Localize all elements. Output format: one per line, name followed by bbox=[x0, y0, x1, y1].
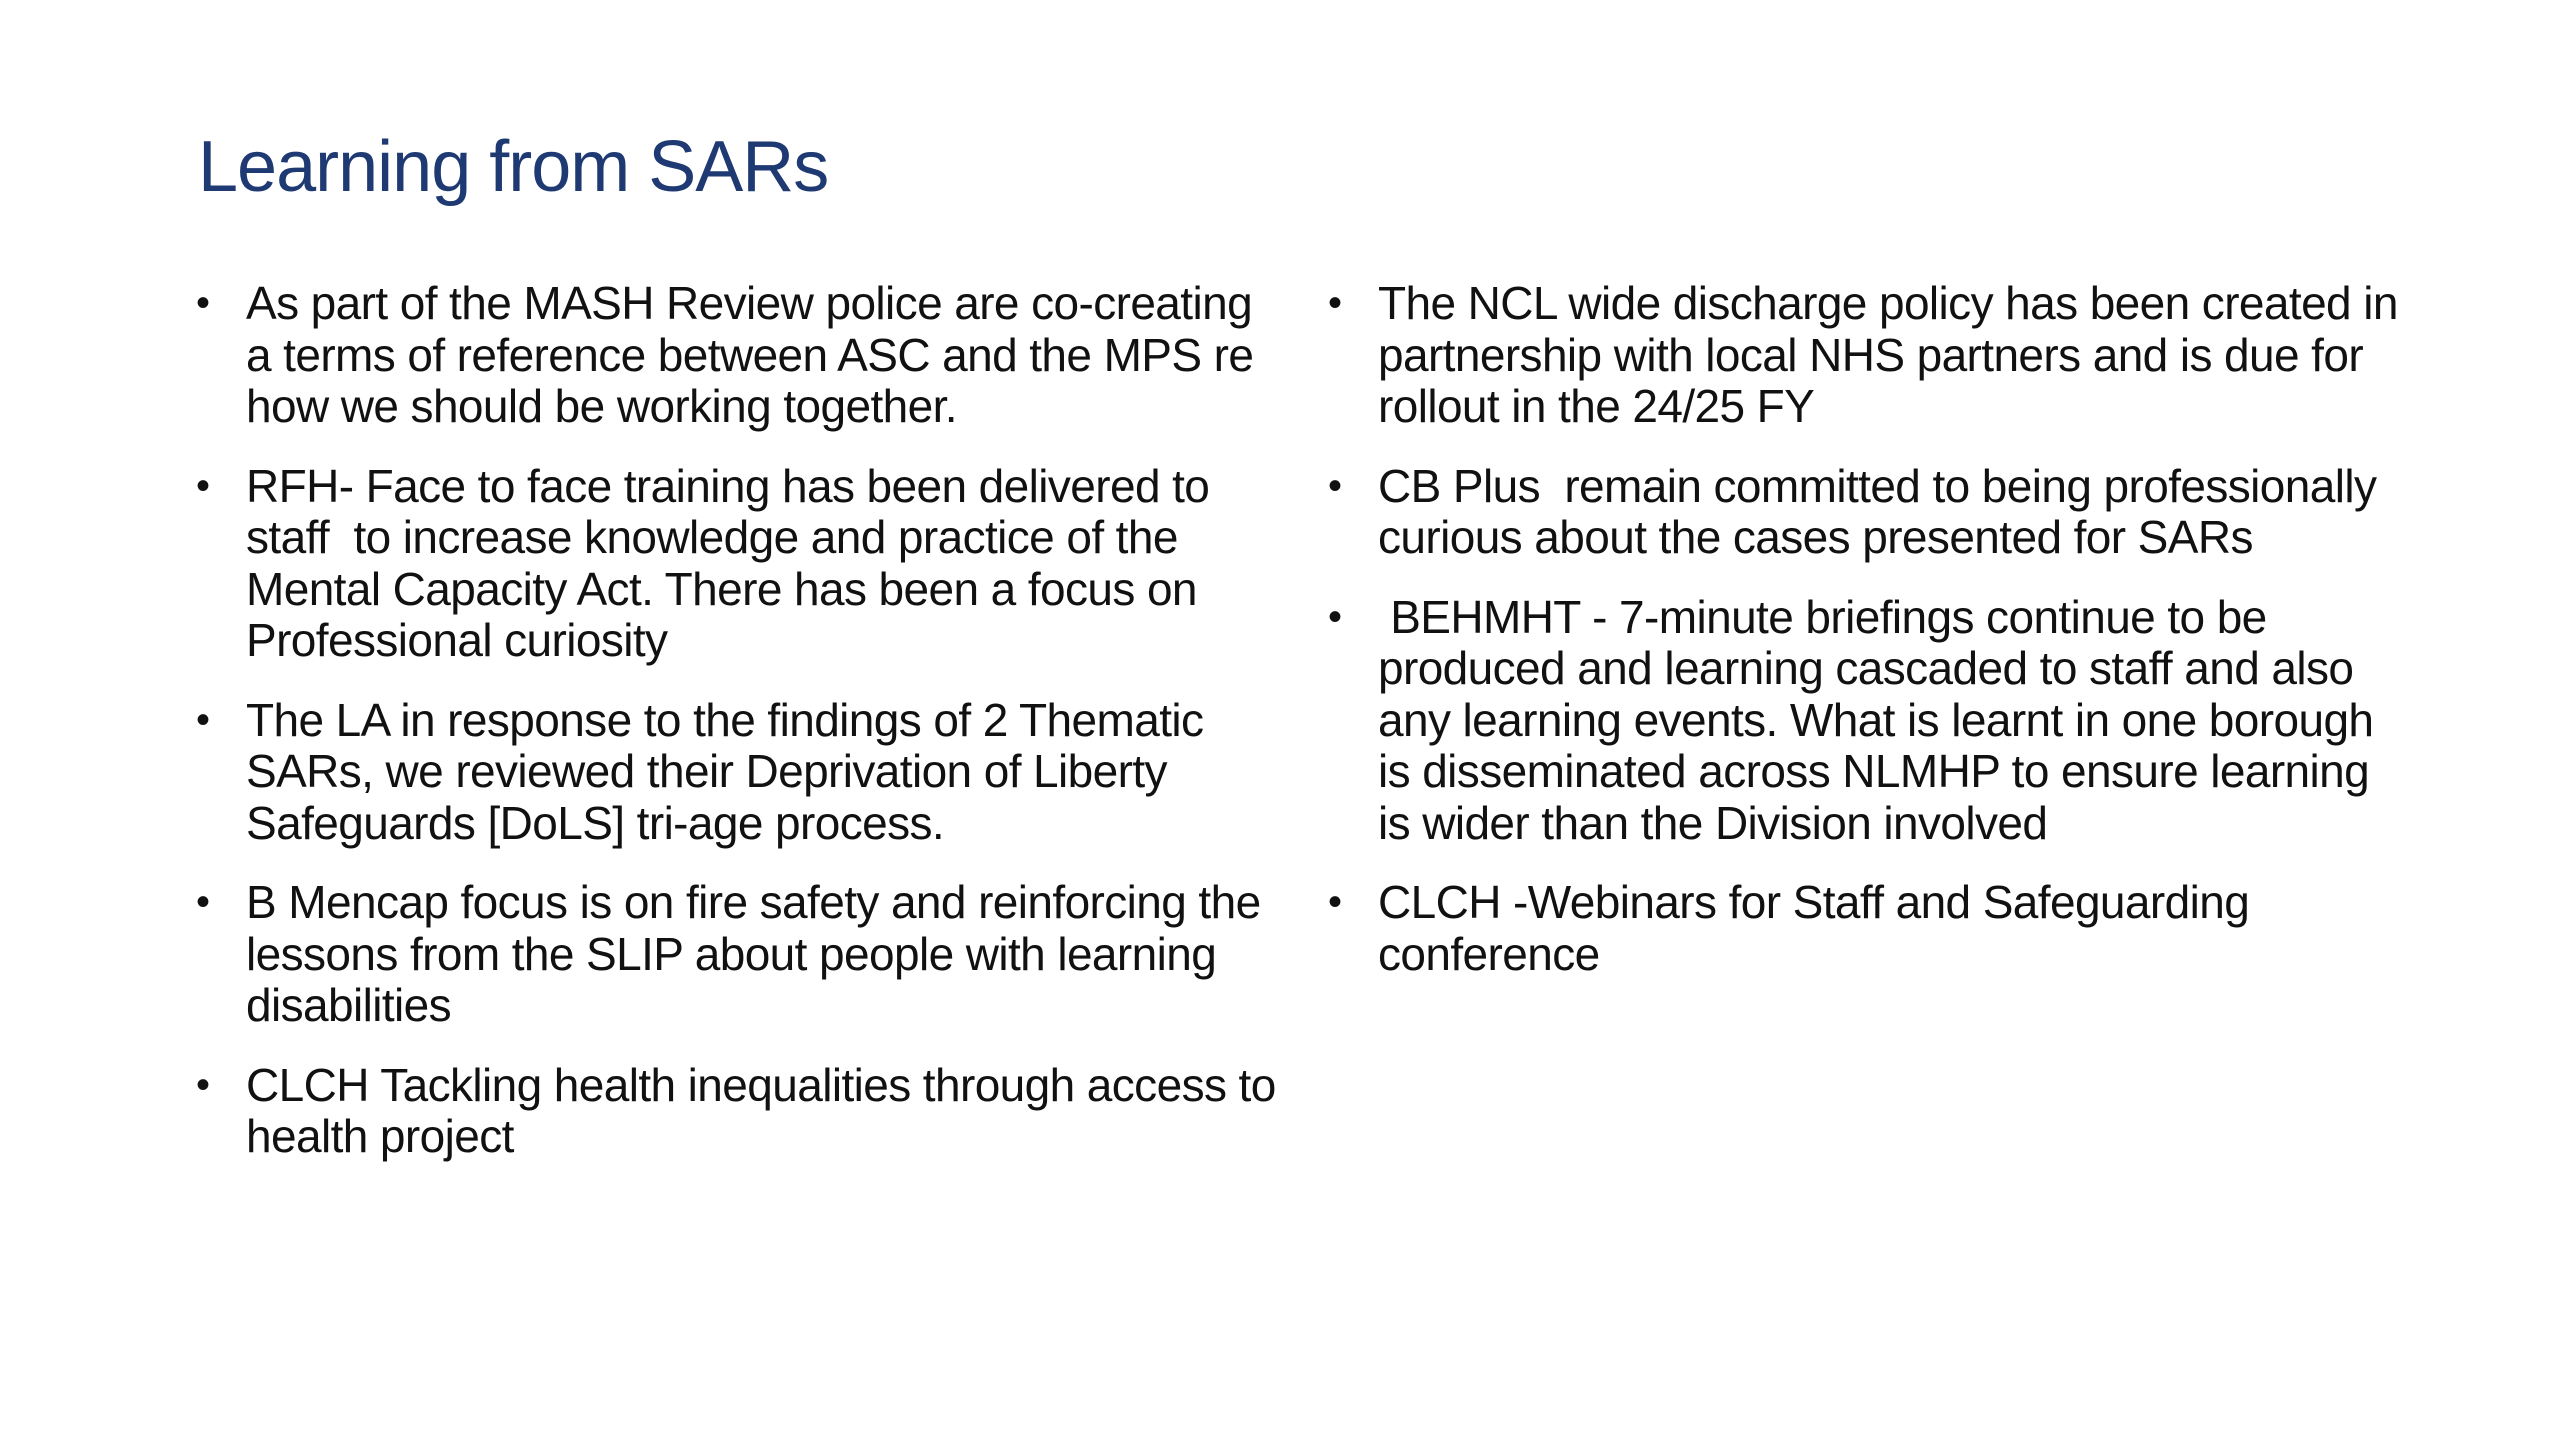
bullet-item bbox=[1328, 877, 2408, 980]
right-bullet-list bbox=[1328, 277, 2411, 1008]
bullet-item bbox=[196, 278, 1276, 433]
bullet-text: CLCH -Webinars for Staff and Safeguarding conference bbox=[1378, 876, 2262, 980]
bullet-item bbox=[196, 1058, 1288, 1163]
slide-title: Learning from SARs bbox=[198, 127, 829, 207]
bullet-text: CLCH Tackling health inequalities through access to health project bbox=[246, 1058, 1288, 1162]
bullet-text: CB Plus remain committed to being professionally curious about the cases presented for SARs bbox=[1378, 459, 2389, 563]
bullet-item bbox=[196, 877, 1276, 1032]
bullet-item bbox=[196, 461, 1276, 667]
bullet-text: B Mencap focus is on fire safety and reinforcing the lessons from the SLIP about people with learning disabilities bbox=[246, 876, 1273, 1031]
bullet-icon: • bbox=[1328, 463, 1342, 508]
bullet-text: The LA in response to the findings of 2 Thematic SARs, we reviewed their Deprivation of Liberty Safeguards [DoLS] tri-age process. bbox=[246, 693, 1216, 849]
bullet-text: BEHMHT - 7-minute briefings continue to be produced and learning cascaded to staff and also any learning events. What is learnt in one borough is disseminated across NLMHP to ensure learning is wider than the Division involved bbox=[1378, 590, 2386, 849]
bullet-icon: • bbox=[1328, 880, 1342, 924]
bullet-icon: • bbox=[196, 697, 210, 742]
bullet-text: As part of the MASH Review police are co-creating a terms of reference between ASC and the MPS re how we should be working together. bbox=[246, 277, 1266, 432]
bullet-icon: • bbox=[196, 880, 210, 924]
bullet-icon: • bbox=[196, 1062, 210, 1107]
bullet-icon: • bbox=[196, 463, 210, 508]
bullet-text: RFH- Face to face training has been delivered to staff to increase knowledge and practice of the Mental Capacity Act. There has been a focus on Professional curiosity bbox=[246, 459, 1222, 666]
left-bullet-list bbox=[196, 277, 1288, 1191]
bullet-text: The NCL wide discharge policy has been created in partnership with local NHS partners and is due for rollout in the 24/25 FY bbox=[1378, 277, 2411, 432]
bullet-item bbox=[1328, 592, 2408, 850]
bullet-item bbox=[196, 695, 1276, 850]
bullet-icon: • bbox=[196, 281, 210, 325]
bullet-item bbox=[1328, 461, 2408, 564]
bullet-item bbox=[1328, 277, 2411, 433]
bullet-icon: • bbox=[1328, 281, 1342, 325]
bullet-icon: • bbox=[1328, 594, 1342, 639]
